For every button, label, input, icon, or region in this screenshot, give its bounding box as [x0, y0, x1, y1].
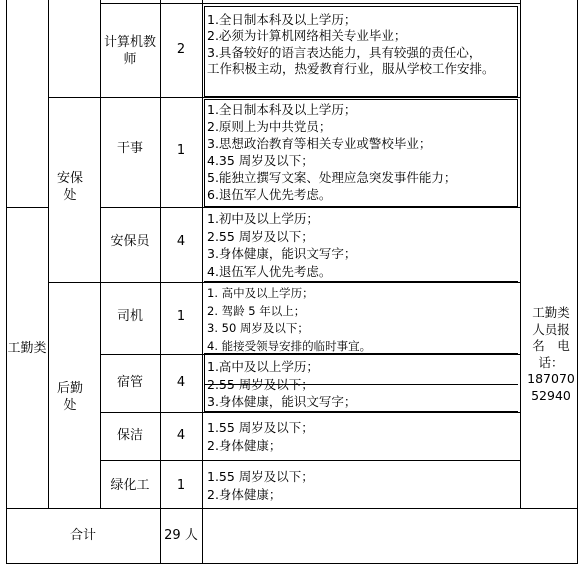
headcount: 4 [176, 234, 186, 249]
position-name: 干事 [116, 141, 143, 156]
requirement-line: 1. 高中及以上学历； [207, 286, 314, 300]
requirement-line: 1.55 周岁及以下； [207, 469, 314, 484]
requirement-line: 工作积极主动，热爱教育行业，服从学校工作安排。 [207, 60, 495, 76]
requirement-line: 2.原则上为中共党员； [207, 119, 332, 134]
contact-line: 话： [538, 354, 564, 370]
position-name: 安保员 [110, 234, 150, 249]
requirement-line: 4.退伍军人优先考虑。 [207, 263, 332, 279]
position-name: 保洁 [116, 428, 143, 443]
position-name: 绿化工 [110, 478, 150, 493]
headcount: 2 [176, 42, 186, 57]
position-name: 计算机教师 [104, 35, 157, 67]
requirement-line: 1.55 周岁及以下； [207, 420, 314, 435]
requirements-cell [207, 101, 456, 203]
headcount: 4 [176, 375, 186, 390]
contact-info [522, 305, 580, 404]
category-worker-label: 工勤类 [7, 341, 47, 356]
requirement-line: 1.高中及以上学历； [207, 359, 319, 374]
requirement-line: 6.退伍军人优先考虑。 [207, 187, 332, 202]
requirement-line: 2.55 周岁及以下； [207, 228, 314, 244]
requirement-line: 2.身体健康； [207, 437, 282, 453]
requirement-line: 1.初中及以上学历； [207, 211, 319, 226]
contact-line: 52940 [531, 387, 571, 403]
requirement-line: 2.55 周岁及以下； [207, 376, 314, 392]
requirement-line: 2.身体健康； [207, 486, 282, 502]
dept-security-label: 安保处 [56, 171, 83, 203]
requirements-cell [207, 419, 314, 454]
requirements-cell [207, 358, 356, 411]
requirements-cell [207, 285, 371, 355]
requirement-line: 1.全日制本科及以上学历； [207, 102, 357, 117]
requirements-cell [207, 12, 495, 77]
requirement-line: 2. 驾龄 5 年以上； [207, 303, 306, 318]
total-value: 29 人 [164, 528, 198, 543]
requirement-line: 2.必须为计算机网络相关专业毕业； [207, 28, 407, 44]
headcount: 1 [176, 478, 186, 493]
requirement-line: 4. 能接受领导安排的临时事宜。 [207, 338, 372, 353]
requirements-cell [207, 468, 314, 503]
requirement-line: 3.身体健康，能识文写字； [207, 394, 357, 409]
requirement-line: 3.具备较好的语言表达能力，具有较强的责任心， [207, 44, 482, 60]
headcount: 1 [176, 309, 186, 324]
dept-logistics-label: 后勤处 [56, 381, 83, 413]
requirement-line: 4.35 周岁及以下； [207, 153, 314, 168]
requirements-cell [207, 210, 356, 280]
contact-line: 工勤类 [532, 305, 570, 320]
requirement-line: 3. 50 周岁及以下； [207, 321, 309, 335]
contact-line: 人员报 [532, 321, 570, 337]
headcount: 1 [176, 143, 186, 158]
requirement-line: 5.能独立撰写文案、处理应急突发事件能力； [207, 170, 457, 185]
contact-line: 187070 [527, 371, 575, 386]
requirement-line: 3.身体健康，能识文写字； [207, 246, 357, 261]
position-name: 司机 [116, 309, 143, 324]
contact-line: 名 电 [532, 338, 570, 353]
total-label: 合计 [69, 528, 96, 543]
requirement-line: 3.思想政治教育等相关专业或警校毕业； [207, 136, 432, 151]
requirement-line: 1.全日制本科及以上学历； [207, 12, 357, 27]
position-name: 宿管 [116, 375, 143, 390]
headcount: 4 [176, 428, 186, 443]
